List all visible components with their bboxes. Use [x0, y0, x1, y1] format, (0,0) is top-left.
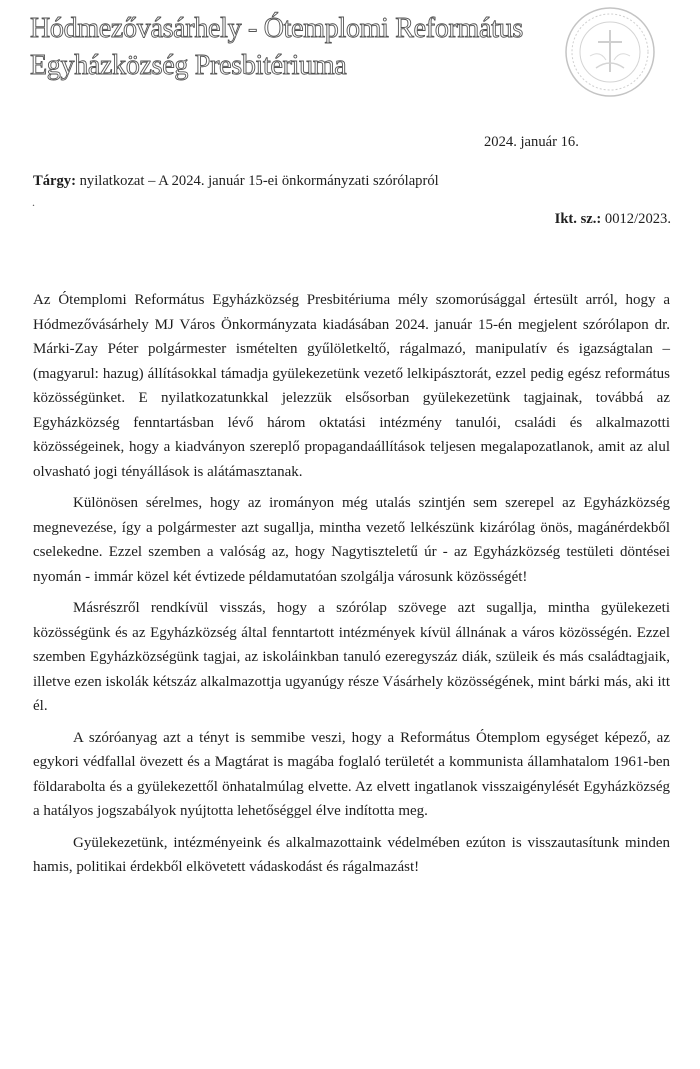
letter-date: 2024. január 16.	[484, 134, 579, 150]
letterhead-line-1: Hódmezővásárhely - Ótemplomi Református	[30, 13, 523, 44]
body-paragraph-4: A szóróanyag azt a tényt is semmibe veszi, hogy a Református Ótemplom egységet képező, az egykori védfallal övezett és a Magtárat is magába foglaló területét a kommunista államhatalom 1961-ben földarabolta és a gyülekezettől önhatalmúlag elvette. Az elvett ingatlanok visszaigénylését Egyházközség a hatályos jogszabályok nyújtotta lehetőséggel élve indította meg.	[33, 729, 670, 819]
body-paragraph-2: Különösen sérelmes, hogy az irományon még utalás szintjén sem szerepel az Egyházközség megnevezése, így a polgármester azt sugallja, mintha vezető lelkészünk kizárólag önös, magánérdekből cselekedne. Ezzel szemben a valóság az, hogy Nagytiszteletű úr - az Egyházközség testületi döntései nyomán - immár közel két évtizede példamutatóan szolgálja városunk közösségét!	[33, 495, 670, 585]
letter-body	[33, 288, 670, 880]
letterhead	[30, 10, 550, 84]
subject-text: nyilatkozat – A 2024. január 15-ei önkormányzati szórólapról	[75, 173, 439, 189]
letterhead-line-2: Egyházközség Presbitériuma	[30, 50, 347, 81]
body-paragraph-5: Gyülekezetünk, intézményeink és alkalmazottaink védelmében ezúton is visszautasítunk minden hamis, politikai érdekből elkövetett vádaskodást és rágalmazást!	[33, 834, 670, 875]
subject-line	[33, 173, 439, 190]
stray-dot: .	[32, 195, 35, 209]
body-paragraph-3: Másrészről rendkívül visszás, hogy a szórólap szövege azt sugallja, mintha gyülekezeti közösségünk és az Egyházközség által fenntartott intézmények kívül állnának a város közösségén. Ezzel szemben Egyházközségünk tagjai, az iskoláinkban tanuló ezeregyszáz diák, szüleik és más családtagjaik, illetve ezen iskolák kétszáz alkalmazottja ugyanúgy része Vásárhely közösségének, mint bárki más, aki itt él.	[33, 600, 670, 714]
reference-label: Ikt. sz.:	[554, 211, 602, 227]
church-seal-icon	[560, 2, 660, 102]
body-paragraph-1: Az Ótemplomi Református Egyházközség Presbitériuma mély szomorúsággal értesült arról, hogy a Hódmezővásárhely MJ Város Önkormányzata kiadásában 2024. január 15-én megjelent szórólapon dr. Márki-Zay Péter polgármester ismételten gyűlöletkeltő, rágalmazó, manipulatív és igazságtalan – (magyarul: hazug) állításokkal támadja gyülekezetünk vezető lelkipásztorát, ezzel pedig egész református közösségünket. E nyilatkozatunkkal jelezzük elsősorban gyülekezetünk tagjainak, továbbá az Egyházközség fenntartásban lévő három oktatási intézmény tanulói, családi és alkalmazotti közösségeinek, hogy a kiadványon szereplő propagandaállítások teljesen megalapozatlanok, amit az alul olvasható jogi tényállások is alátámasztanak.	[33, 292, 670, 480]
reference-number	[555, 211, 671, 228]
reference-value: 0012/2023.	[601, 211, 671, 227]
subject-label: Tárgy:	[33, 173, 76, 189]
